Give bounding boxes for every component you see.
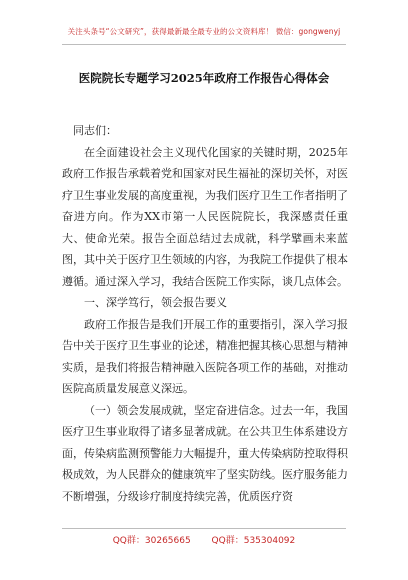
footer-contact: QQ群：30265665 QQ群：535304092: [112, 536, 296, 546]
greeting: 同志们：: [73, 124, 117, 137]
paragraph-section-intro: 政府工作报告是我们开展工作的重要指引，深入学习报告中关于医疗卫生事业的论述，精准把握其核心思想与精神实质，是我们将报告精神融入医院各项工作的基础，对推动医院高质量发展意义深远。: [62, 317, 348, 395]
section-heading: 一、深学笃行，领会报告要义: [84, 296, 227, 309]
document-title: 医院院长专题学习2025年政府工作报告心得体会: [78, 71, 330, 85]
paragraph-subsection: （一）领会发展成就，坚定奋进信念。过去一年，我国医疗卫生事业取得了诸多显著成就。在公共卫生体系建设方面，传染病监测预警能力大幅提升，重大传染病防控取得积极成效，为人民群众的健康筑牢了坚实防线。医疗服务能力不断增强，分级诊疗制度持续完善，优质医疗资: [62, 403, 348, 503]
header-notice: 关注头条号“公文研究”，获得最新最全最专业的公文资料库！ 微信：gongwenyj: [67, 27, 341, 36]
paragraph-intro: 在全面建设社会主义现代化国家的关键时期，2025年政府工作报告承载着党和国家对民生福祉的深切关怀，对医疗卫生事业发展的高度重视，为我们医疗卫生工作者指明了奋进方向。作为XX市第一人民医院院长，我深感责任重大、使命光荣。报告全面总结过去成就，科学擘画未来蓝图，其中关于医疗卫生领域的内容，为我院工作提供了根本遵循。通过深入学习，我结合医院工作实际，谈几点体会。: [62, 145, 348, 288]
document-body: [62, 120, 348, 507]
header-divider: [62, 44, 346, 45]
footer-divider: [62, 528, 346, 529]
